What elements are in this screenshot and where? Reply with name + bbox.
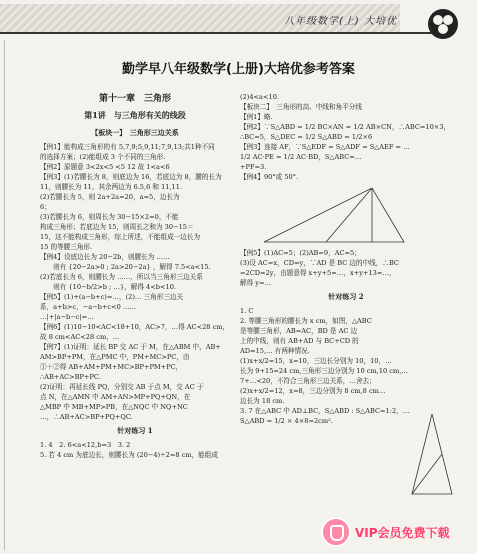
answer-line: (1)x+x/2=15，x=10，三边长分别为 10，10，…	[240, 357, 392, 365]
answer-line: 【例6】(1)10−10<AC<18+10，AC>7，…得 AC<28 cm，	[40, 323, 230, 331]
answer-line: 【例4】设底边长为 20−2b，则腰长为 ……	[40, 253, 170, 261]
answer-line: S△ABD = 1/2 × 4×8=2cm².	[240, 417, 333, 425]
left-column	[40, 88, 230, 460]
answer-line: 15，这不能构成三角形，综上所述，不能组成一边长为	[40, 233, 201, 241]
answer-line: 【例2】∵S△ABD = 1/2 BC×AN = 1/2 AB×CN，∴ABC=10×3，	[240, 123, 451, 131]
left-answer-lines	[40, 142, 230, 422]
exercise-heading-2: 针对练习 2	[328, 292, 364, 301]
answer-line: 3. 7 在△ABC 中 AD⊥BC，S△ABD : S△ABC=1:2，…	[240, 407, 410, 415]
answer-line: 【例7】(1)证明：延长 BP 交 AC 于 M，在△ABM 中，AB+	[40, 343, 221, 351]
answer-line: 【例1】能构成三角形的有 5,7,9;5,9,11;7,9,13;共1种不同	[40, 143, 215, 151]
right-bottom-lines	[240, 306, 452, 426]
lock-icon	[321, 517, 351, 547]
exercise-heading-1: 针对练习 1	[117, 426, 153, 435]
left-bottom-lines	[40, 440, 230, 460]
right-top-lines	[240, 92, 452, 182]
answer-line: 【例3】(1)若腰长为 8，则底边为 16，若底边为 8，腰的长为	[40, 173, 222, 181]
answer-line: ∴BC=5，S△DEC = 1/2 S△ABD = 1/2×6	[240, 133, 373, 141]
page-header	[0, 0, 477, 50]
answer-line: 是等腰三角形，AB=AC，BD 是 AC 边	[240, 327, 358, 335]
answer-line: 11，则腰长为 11，其余两边为 6.5,6 和 11,11.	[40, 183, 183, 191]
answer-line: 【例2】原题意 3<2x<5 <5 12 故 1<a<6	[40, 163, 170, 171]
lesson-heading: 第1讲 与三角形有关的线段	[84, 110, 186, 120]
answer-line: (3)若腰长为 6，则周长为 30−15×2=0，不能	[40, 213, 179, 221]
answer-line: 则有 {10−b/2>b ; …}，解得 4<b<10.	[40, 283, 176, 291]
answer-line: (3)设 AC=x，CD=y，∵AD 是 BC 边的中线，∴BC	[240, 259, 399, 267]
chapter-heading: 第十一章 三角形	[98, 94, 171, 104]
answer-line: 【例5】(1)+(a−b+c)=…，(2)… 三角形三边关	[40, 293, 184, 301]
answer-line: 上的中线，则有 AB+AD 与 BC+CD 的	[240, 337, 359, 345]
answer-line: ①＋②得 AB+AM+PM+MC>BP+PM+PC，	[40, 363, 183, 371]
answer-line: 长为 9+15=24 cm,三角形三边分别为 10 cm,10 cm,…	[240, 367, 408, 375]
page-edge	[4, 40, 5, 550]
answer-line: 【例3】连接 AF，∵S△EDF = S△ADF = S△AEF = …	[240, 143, 410, 151]
watermark-text: VIP会员免费下载	[355, 525, 450, 540]
answer-line: ∴AB+AC>BP+PC.	[40, 373, 101, 381]
answer-line: 则有 {20−2a>0 ; 2a>20−2a} ，解得 7.5<a<15.	[40, 263, 211, 271]
answer-line: 【例4】90°或 50°.	[240, 173, 299, 181]
answer-line: (2)证明：再延长线 PQ，分别交 AB 于点 M，交 AC 于	[40, 383, 204, 391]
answer-line: AM>BP+PM，在△PMC 中，PM+MC>PC，由	[40, 353, 190, 361]
triangle-figure-2	[408, 410, 456, 500]
answer-line: 【板块二】 三角形的高、中线和角平分线	[240, 103, 362, 111]
answer-line: 2. 等腰三角形的腰长为 x cm，如图，△ABC	[240, 317, 372, 325]
answer-line: 点 N，在△AMN 中 AM+AN>MP+PQ+QN，在	[40, 393, 191, 401]
answer-line: 边长为 18 cm.	[240, 397, 285, 405]
right-column	[240, 92, 452, 426]
answer-line: …|+|a−b−c|=…	[40, 313, 94, 321]
answer-line: (2)x+x/2=12，x=8，三边分别为 8 cm,8 cm…	[240, 387, 386, 395]
right-mid-lines	[240, 248, 452, 288]
answer-line: △MBP 中 MB+MP>PB，在△NQC 中 NQ+NC	[40, 403, 188, 411]
answer-line: 6；	[40, 203, 51, 211]
answer-line: 系，a+b>c，−a−b+c<0 ……	[40, 303, 137, 311]
answer-line: +PF=3.	[240, 163, 267, 171]
answer-line: …，∴AB+AC>BP+PQ+QC.	[40, 413, 133, 421]
answer-line: (2)若底长为 6，则腰长为 ……，所以当三角形三边关系	[40, 273, 203, 281]
triangle-figure-1	[254, 184, 424, 246]
answer-line: 【例5】(1)AC=5；(2)AB=9，AC=5；	[240, 249, 361, 257]
answer-line: 故 8 cm<AC<28 cm，…	[40, 333, 120, 341]
answer-line: 1. 4 2. 6<a<12,b=3 3. 2	[40, 441, 131, 449]
answer-line: 的选择方案；(2)能组成 3 个不同的三角形.	[40, 153, 166, 161]
answer-line: (2)若腰长为 5，则 2a+2a=20，a=5，边长为	[40, 193, 180, 201]
answer-line: 构成三角形；若底边为 15，则周长之和为 30−15＝	[40, 223, 194, 231]
answer-line: =2CD=2y，由题意得 x+y+5=…，x+y+13=…，	[240, 269, 396, 277]
answer-line: 解得 y=…	[240, 279, 272, 287]
page-title: 勤学早八年级数学(上册)大培优参考答案	[122, 62, 355, 77]
vip-watermark[interactable]	[321, 518, 471, 546]
answer-line: 15 的等腰三角形.	[40, 243, 93, 251]
answer-line: 5. 若 4 cm 为底边长，则腰长为 (20−4)÷2=8 cm，能组成	[40, 451, 218, 459]
logo-icon	[427, 8, 459, 40]
answer-line: (2)4<a<10.	[240, 93, 280, 101]
answer-line: 【例1】略.	[240, 113, 273, 121]
answer-line: AD=15,… 有两种情况.	[240, 347, 310, 355]
module-heading: 【板块一】 三角形三边关系	[91, 128, 179, 137]
answer-line: 1. C	[240, 307, 254, 315]
answer-line: 1/2 AC·PE = 1/2 AC·BD，S△ABC=…	[240, 153, 362, 161]
answer-line: 7+…<20，不符合三角形三边关系，…舍去；	[240, 377, 376, 385]
book-title: 八年级数学(上) 大培优	[284, 16, 397, 27]
header-stripe	[0, 32, 440, 34]
